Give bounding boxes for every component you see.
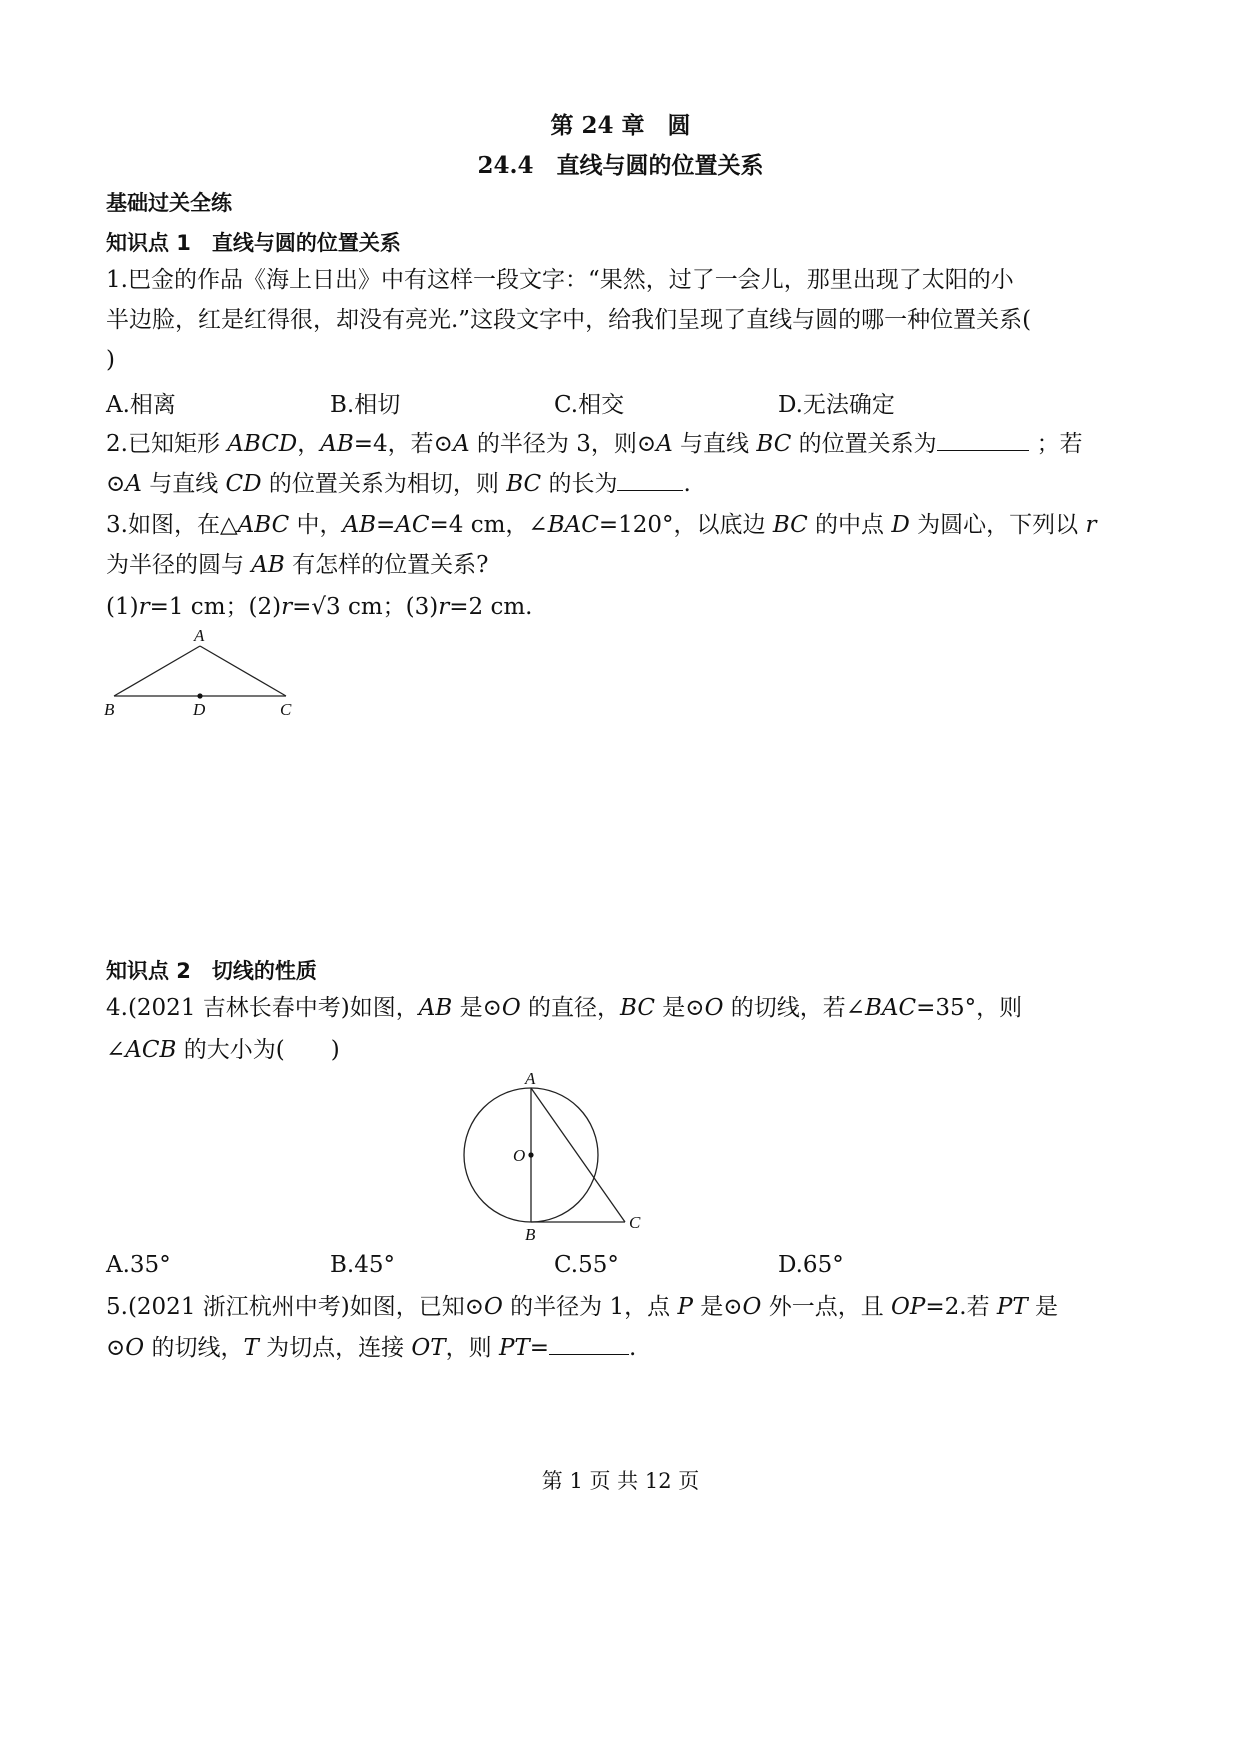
label-a: A [194,626,205,645]
knowledge-point-2-heading: 知识点 2 切线的性质 [106,959,317,983]
q4-option-b: B.45° [330,1252,395,1278]
label-c: C [280,700,292,719]
q4-circle-figure [455,1066,655,1246]
label-b: B [104,700,115,719]
knowledge-point-1-heading: 知识点 1 直线与圆的位置关系 [106,231,401,255]
q3-line-2: 为半径的圆与 AB 有怎样的位置关系? [106,552,489,578]
q2-answer-blank-2[interactable] [617,468,683,491]
q4-option-a: A.35° [106,1252,171,1278]
q1-line-3: ) [106,347,115,373]
q5-line-1: 5.(2021 浙江杭州中考)如图，已知⊙O 的半径为 1，点 P 是⊙O 外一点，且 OP=2.若 PT 是 [106,1294,1059,1320]
q5-line-2: ⊙O 的切线，T 为切点，连接 OT，则 PT= . [106,1332,636,1363]
q1-line-2: 半边脸，红是红得很，却没有亮光.”这段文字中，给我们呈现了直线与圆的哪一种位置关系( [106,307,1032,333]
chapter-title: 第 24 章 圆 [550,112,691,139]
label-c: C [629,1213,641,1232]
label-d: D [193,700,206,719]
q1-option-d: D.无法确定 [778,392,895,418]
part-heading: 基础过关全练 [106,191,232,215]
q3-triangle-figure [96,622,306,722]
midpoint-d [197,693,202,698]
q4-option-d: D.65° [778,1252,844,1278]
page-footer: 第 1 页 共 12 页 [541,1469,700,1493]
section-title: 24.4 直线与圆的位置关系 [477,152,764,179]
q1-option-b: B.相切 [330,392,401,418]
side-ab [114,646,200,696]
q1-option-a: A.相离 [106,392,176,418]
q2-line-2: ⊙A 与直线 CD 的位置关系为相切，则 BC 的长为 . [106,468,691,499]
q4-option-c: C.55° [554,1252,619,1278]
q4-line-1: 4.(2021 吉林长春中考)如图，AB 是⊙O 的直径，BC 是⊙O 的切线，若∠BAC=35°，则 [106,995,1023,1021]
label-a: A [525,1069,536,1088]
q1-line-1: 1.巴金的作品《海上日出》中有这样一段文字：“果然，过了一会儿，那里出现了太阳的小 [106,267,1014,293]
q2-line-1: 2.已知矩形 ABCD，AB=4，若⊙A 的半径为 3，则⊙A 与直线 BC 的位置关系为 ；若 [106,428,1083,459]
center-o [528,1152,533,1157]
q3-line-1: 3.如图，在△ABC 中，AB=AC=4 cm，∠BAC=120°，以底边 BC 的中点 D 为圆心，下列以 r [106,512,1097,538]
q5-answer-blank[interactable] [549,1332,629,1355]
q4-line-2: ∠ACB 的大小为( ) [106,1037,340,1063]
q3-line-3: (1)r=1 cm；(2)r=√3 cm；(3)r=2 cm. [106,594,533,620]
label-o: O [513,1146,526,1165]
q2-answer-blank-1[interactable] [937,428,1029,451]
label-b: B [525,1225,536,1244]
q1-option-c: C.相交 [554,392,625,418]
side-ac [200,646,286,696]
